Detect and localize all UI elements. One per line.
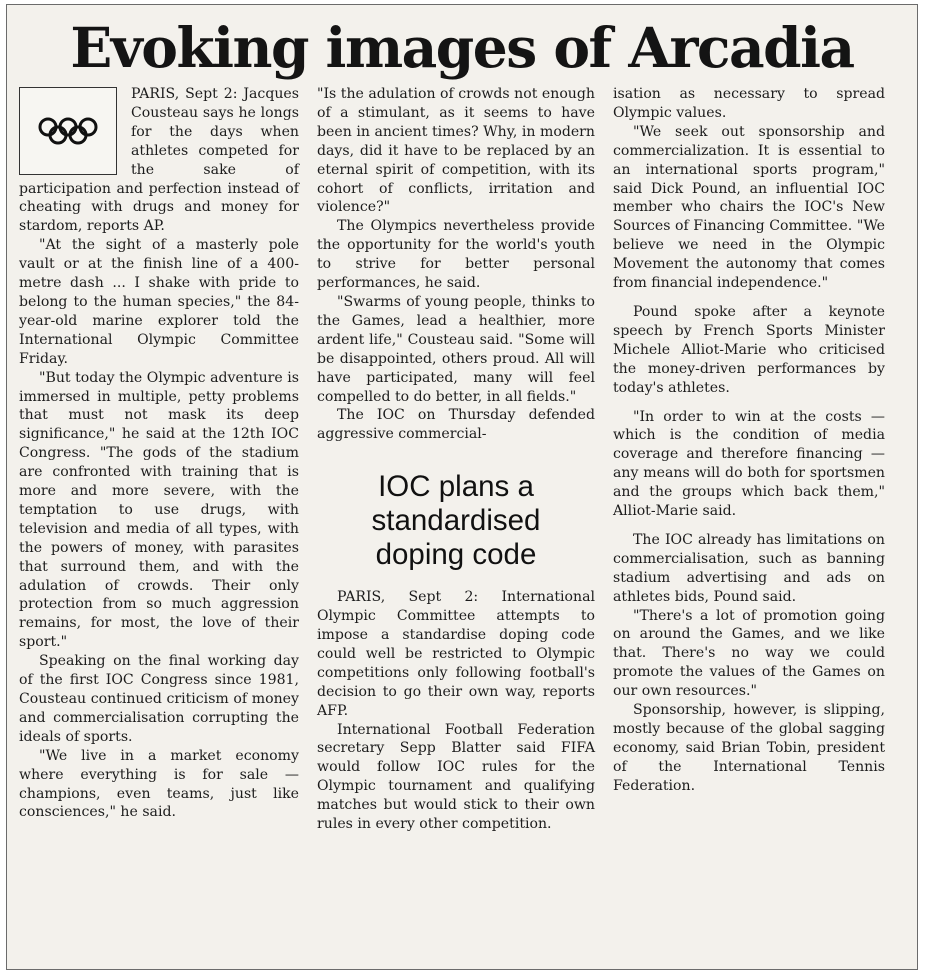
article-paragraph: Sponsorship, however, is slipping, mostly because of the global sagging economy, said Brian Tobin, president of the International Tennis Federation. (613, 702, 885, 794)
article-paragraph: "We live in a market economy where everything is for sale — champions, even teams, just like consciences," he said. (19, 747, 299, 821)
olympic-rings-icon (37, 116, 99, 146)
article-column-3 (613, 85, 885, 796)
article-column-2 (317, 85, 595, 834)
article-paragraph: "But today the Olympic adventure is immersed in multiple, petty problems that must not mask its deep significance," he said at the 12th IOC Congress. "The gods of the stadium are confronted with training that is more and more severe, with the temptation to use drugs, with television and media of all types, with the powers of money, with parasites that surround them, and with the adulation of crowds. Their only protection from so much aggression remains, for most, the love of their sport." (19, 369, 299, 651)
sidebar-headline-line: doping code (375, 538, 537, 572)
article-paragraph: isation as necessary to spread Olympic values. (613, 86, 885, 121)
article-paragraph: "Swarms of young people, thinks to the Games, lead a healthier, more ardent life," Cousteau said. "Some will be disappointed, others proud. All will have participated, many will feel compelled to do better, in all fields." (317, 293, 595, 405)
article-paragraph: "At the sight of a masterly pole vault or at the finish line of a 400-metre dash ... I shake with pride to belong to the human species," the 84-year-old marine explorer told the International Olympic Committee Friday. (19, 237, 299, 367)
article-paragraph: The IOC on Thursday defended aggressive commercial- (317, 407, 595, 443)
sidebar-headline-line: IOC plans a (378, 470, 534, 504)
article-paragraph: The Olympics nevertheless provide the opportunity for the world's youth to strive for better personal performances, he said. (317, 218, 595, 292)
sidebar-paragraph: PARIS, Sept 2: International Olympic Committee attempts to impose a standardise doping code could well be restricted to Olympic competitions only following football's decision to go their own way, reports AFP. (317, 589, 595, 719)
newspaper-clipping (6, 4, 918, 970)
article-paragraph: "Is the adulation of crowds not enough of a stimulant, as it seems to have been in ancient times? Why, in modern days, did it have to be replaced by an eternal spirit of competition, with its cohort of conflicts, irritation and violence?" (317, 86, 595, 216)
article-paragraph: The IOC already has limitations on commercialisation, such as banning stadium advertising and ads on athletes bids, Pound said. (613, 531, 885, 605)
article-paragraph: Pound spoke after a keynote speech by French Sports Minister Michele Alliot-Marie who criticised the money-driven performances by today's athletes. (613, 303, 885, 396)
headline: Evoking images of Arcadia (70, 15, 854, 80)
article-paragraph: Speaking on the final working day of the first IOC Congress since 1981, Cousteau continued criticism of money and commercialisation corrupting the ideals of sports. (19, 653, 299, 745)
article-paragraph: "We seek out sponsorship and commercialization. It is essential to an international sports program," said Dick Pound, an influential IOC member who chairs the IOC's New Sources of Financing Committee. "We believe we need in the Olympic Movement the autonomy that comes from financial independence." (613, 123, 885, 292)
sidebar-paragraph: International Football Federation secretary Sepp Blatter said FIFA would follow IOC rules for the Olympic tournament and qualifying matches but would stick to their own rules in every other competition. (317, 721, 595, 833)
article-paragraph: PARIS, Sept 2: Jacques Cousteau says he longs for the days when athletes competed for the sake of participation and perfection instead of cheating with drugs and money for stardom, reports AP. (19, 86, 299, 235)
sidebar-headline (317, 470, 595, 572)
article-column-1 (19, 85, 299, 822)
article-paragraph: "There's a lot of promotion going on around the Games, and we like that. There's no way we could promote the values of the Games on our own resources." (613, 607, 885, 700)
sidebar-headline-line: standardised (371, 504, 541, 538)
article-paragraph: "In order to win at the costs — which is the condition of media coverage and therefore financing — any means will do both for sportsmen and the groups which back them," Alliot-Marie said. (613, 408, 885, 520)
olympic-logo-box (19, 87, 117, 175)
